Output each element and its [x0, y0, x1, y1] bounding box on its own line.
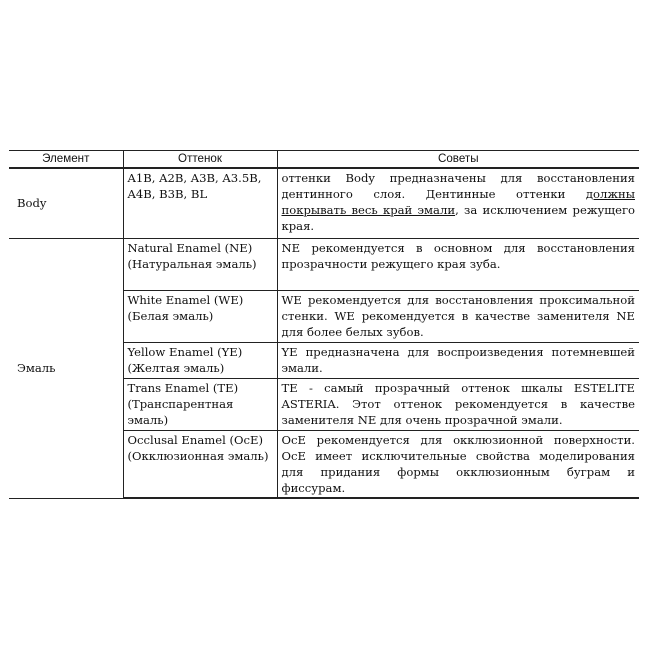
body-advice	[277, 168, 639, 238]
body-advice-part1: оттенки Body предназначены для восстановления дентинного слоя. Дентинные оттенки	[281, 171, 635, 201]
table-row-body	[9, 168, 639, 238]
enamel-advice-te: TE - самый прозрачный оттенок шкалы ESTELITE ASTERIA. Этот оттенок рекомендуется в качестве заменителя NE для очень прозрачной эмали.	[277, 378, 639, 430]
enamel-advice-ne: NE рекомендуется в основном для восстановления прозрачности режущего края зуба.	[277, 238, 639, 290]
shade-guide-table-wrapper	[9, 150, 639, 499]
element-body: Body	[9, 168, 123, 238]
body-shades: A1B, A2B, A3B, A3.5B, A4B, B3B, BL	[123, 168, 277, 238]
header-element: Элемент	[9, 151, 123, 169]
enamel-shade-oce: Occlusal Enamel (OcE) (Окклюзионная эмаль)	[123, 430, 277, 498]
shade-guide-table	[9, 150, 639, 499]
enamel-advice-we: WE рекомендуется для восстановления проксимальной стенки. WE рекомендуется в качестве заменителя NE для более белых зубов.	[277, 290, 639, 342]
enamel-advice-oce: OcE рекомендуется для окклюзионной поверхности. OcE имеет исключительные свойства моделирования для придания формы окклюзионным буграм и фиссурам.	[277, 430, 639, 498]
body-advice-part2: , за исключением режущего края.	[281, 203, 635, 233]
enamel-shade-te: Trans Enamel (TE) (Транспарентная эмаль)	[123, 378, 277, 430]
element-enamel: Эмаль	[9, 238, 123, 498]
table-header-row	[9, 151, 639, 169]
enamel-shade-ne: Natural Enamel (NE) (Натуральная эмаль)	[123, 238, 277, 290]
header-advice: Советы	[277, 151, 639, 169]
enamel-shade-we: White Enamel (WE) (Белая эмаль)	[123, 290, 277, 342]
enamel-shade-ye: Yellow Enamel (YE) (Желтая эмаль)	[123, 342, 277, 378]
enamel-advice-ye: YE предназначена для воспроизведения потемневшей эмали.	[277, 342, 639, 378]
table-row-enamel-ne	[9, 238, 639, 290]
body-advice-underlined: должны покрывать весь край эмали	[281, 187, 635, 217]
header-shade: Оттенок	[123, 151, 277, 169]
